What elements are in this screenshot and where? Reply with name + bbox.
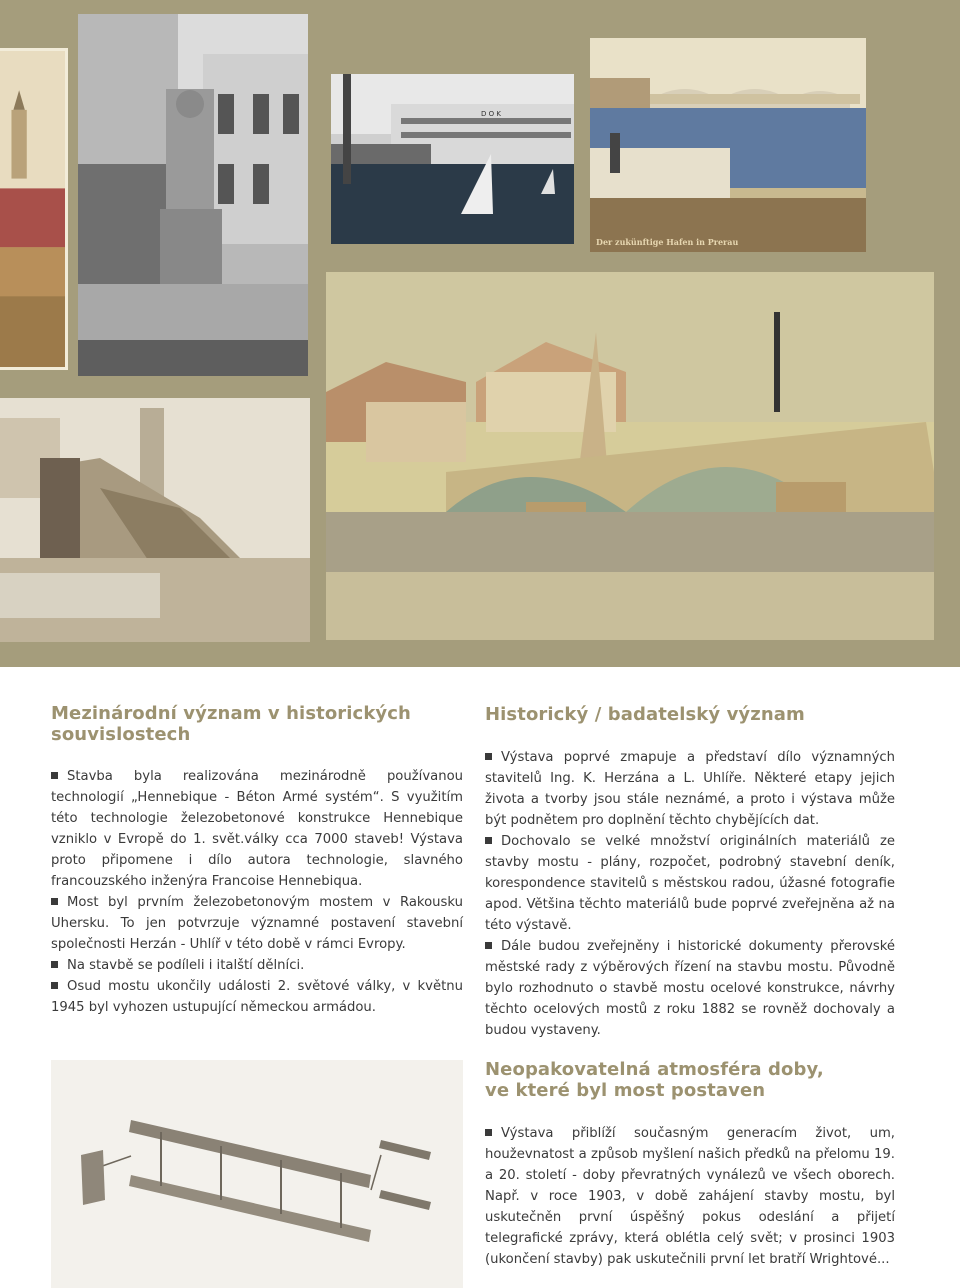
historical-body <box>485 747 895 1041</box>
photo-bridge-painting <box>326 272 934 640</box>
bullet-icon <box>51 982 58 989</box>
bullet-icon <box>485 942 492 949</box>
bullet-icon <box>51 961 58 968</box>
international-title-line2: souvislostech <box>51 724 191 745</box>
atmosphere-title-line2: ve které byl most postaven <box>485 1080 766 1101</box>
photo-destroyed-bridge <box>0 398 310 642</box>
historical-paragraph: Výstava poprvé zmapuje a představí dílo významných stavitelů Ing. K. Herzána a L. Uhlíře. Některé etapy jejich života a tvorby jsou stále neznámé, a proto i výstava může být podnětem pro doplnění těchto chybějících dat. <box>485 750 895 828</box>
dok-sign: D O K <box>481 110 501 118</box>
international-section-title <box>51 703 451 745</box>
atmosphere-body <box>485 1123 895 1270</box>
photo-wright-airplane <box>51 1060 463 1288</box>
international-title-line1: Mezinárodní význam v historických <box>51 703 411 724</box>
photo-harbor-bw <box>331 74 574 244</box>
bullet-icon <box>51 772 58 779</box>
international-paragraph: Stavba byla realizována mezinárodně používanou technologií „Hennebique - Béton Armé systém“. S využitím této technologie železobetonové konstrukce Hennebique vzniklo v Evropě do 1. svět.války cca 7000 staveb! Výstava proto připomene i dílo autora technologie, slavného francouzského inženýra Francoise Hennebiqua. <box>51 769 463 889</box>
historical-paragraph: Dochovalo se velké množství originálních materiálů ze stavby mostu - plány, rozpočet, podrobný stavební deník, korespondence stavitelů s městskou radou, úžasné fotografie apod. Většina těchto materiálů bude poprvé zveřejněna až na této výstavě. <box>485 834 895 933</box>
bullet-icon <box>485 1129 492 1136</box>
international-paragraph: Most byl prvním železobetonovým mostem v Rakousku Uhersku. To jen potvrzuje významné postavení stavební společnosti Herzán - Uhlíř v této době v rámci Evropy. <box>51 895 463 952</box>
atmosphere-section-title <box>485 1059 905 1101</box>
international-paragraph: Na stavbě se podíleli i italští dělníci. <box>67 958 305 973</box>
photo-town-sepia <box>0 48 68 370</box>
bullet-icon <box>485 837 492 844</box>
bullet-icon <box>51 898 58 905</box>
postcard-caption: Der zukünftige Hafen in Prerau <box>596 237 739 247</box>
photo-statue-bw <box>78 14 308 376</box>
international-body <box>51 766 463 1018</box>
atmosphere-title-line1: Neopakovatelná atmosféra doby, <box>485 1059 824 1080</box>
historical-section-title: Historický / badatelský význam <box>485 704 805 725</box>
atmosphere-paragraph: Výstava přiblíží současným generacím život, um, houževnatost a způsob myšlení našich předků na přelomu 19. a 20. století - doby převratných vynálezů ve všech oborech. Např. v roce 1903, v době zahájení stavby mostu, byl uskutečněn první úspěšný pokus odeslání a přijetí telegrafické zprávy, která oblétla celý svět; v prosinci 1903 (ukončení stavby) pak uskutečnili první let bratří Wrightové... <box>485 1126 895 1267</box>
bullet-icon <box>485 753 492 760</box>
international-paragraph: Osud mostu ukončily události 2. světové války, v květnu 1945 byl vyhozen ustupující německou armádou. <box>51 979 463 1015</box>
photo-postcard-harbor <box>590 38 866 252</box>
historical-paragraph: Dále budou zveřejněny i historické dokumenty přerovské městské rady z výběrových řízení na stavbu mostu. Původně bylo rozhodnuto o stavbě mostu ocelové konstrukce, návrhy těchto ocelových mostů z roku 1882 se rovněž dochovaly a budou vystaveny. <box>485 939 895 1038</box>
